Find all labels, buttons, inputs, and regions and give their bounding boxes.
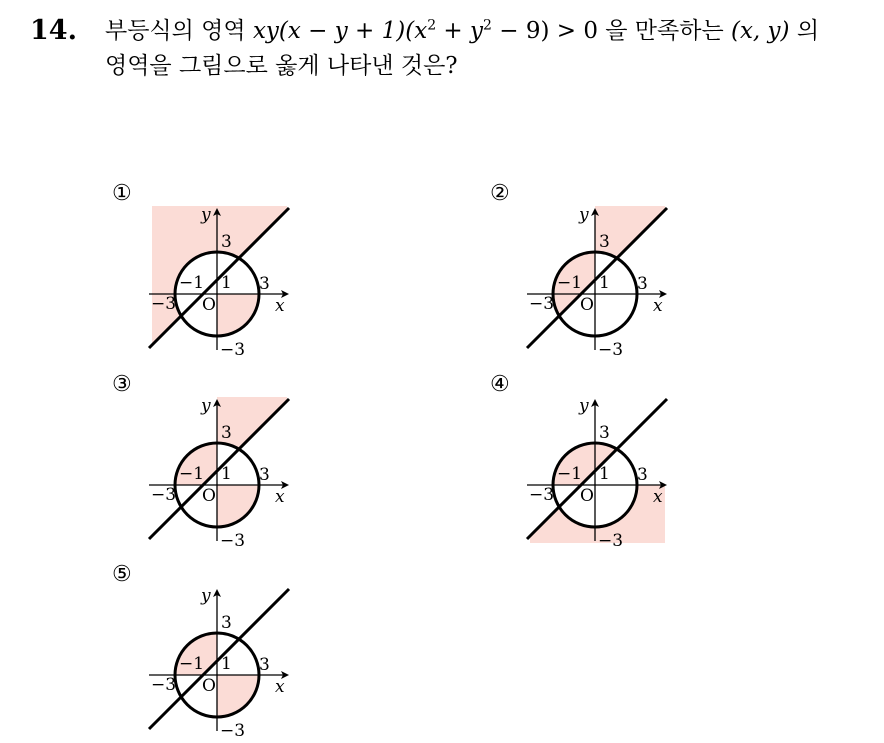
x-axis-label: x	[653, 487, 663, 507]
question-line1-end: 의	[796, 18, 820, 44]
x-tick-3: 3	[637, 465, 648, 485]
question-prefix: 부등식의 영역	[105, 18, 246, 44]
x-tick-neg-3: −3	[151, 675, 177, 695]
inequality-exponent-1: 2	[427, 17, 437, 34]
choice-4[interactable]	[490, 373, 670, 553]
y-tick-3: 3	[599, 423, 610, 443]
choice-3[interactable]	[112, 373, 292, 553]
x-tick-3: 3	[259, 274, 270, 294]
origin-label: O	[202, 295, 216, 315]
y-axis-label: y	[579, 205, 589, 225]
y-tick-3: 3	[221, 613, 232, 633]
x-tick-neg-3: −3	[529, 485, 555, 505]
tick-neg-1: −1	[557, 273, 583, 293]
x-tick-neg-3: −3	[151, 485, 177, 505]
choice-5[interactable]	[112, 563, 292, 743]
inequality-part-c: − 9) > 0	[491, 18, 598, 44]
y-tick-3: 3	[221, 423, 232, 443]
y-tick-3: 3	[221, 232, 232, 252]
origin-label: O	[580, 486, 594, 506]
origin-label: O	[580, 295, 594, 315]
y-axis-label: y	[579, 396, 589, 416]
y-axis-label: y	[201, 205, 211, 225]
tick-1: 1	[221, 273, 232, 293]
x-axis-label: x	[275, 296, 285, 316]
origin-label: O	[202, 676, 216, 696]
region-graph	[112, 182, 292, 362]
tick-1: 1	[221, 654, 232, 674]
y-tick-neg-3: −3	[598, 531, 624, 551]
question-text-line2: 영역을 그림으로 옳게 나타낸 것은?	[105, 53, 458, 79]
y-tick-neg-3: −3	[220, 340, 246, 360]
region-graph	[112, 373, 292, 553]
choice-label: ①	[112, 181, 132, 206]
origin-label: O	[202, 486, 216, 506]
inequality-exponent-2: 2	[483, 17, 492, 34]
inequality-part-a: xy(x − y + 1)(x	[252, 18, 428, 44]
y-tick-neg-3: −3	[220, 721, 246, 741]
y-axis-label: y	[201, 586, 211, 606]
tick-neg-1: −1	[557, 464, 583, 484]
y-tick-3: 3	[599, 232, 610, 252]
x-tick-neg-3: −3	[151, 294, 177, 314]
choice-label: ②	[490, 181, 510, 206]
x-axis-label: x	[275, 487, 285, 507]
choice-2[interactable]	[490, 182, 670, 362]
y-tick-neg-3: −3	[598, 340, 624, 360]
tick-neg-1: −1	[179, 464, 205, 484]
region-graph	[490, 182, 670, 362]
tick-1: 1	[599, 464, 610, 484]
tick-1: 1	[599, 273, 610, 293]
choice-label: ④	[490, 372, 510, 397]
choice-label: ③	[112, 372, 132, 397]
tick-neg-1: −1	[179, 273, 205, 293]
inequality-part-b: + y	[436, 18, 483, 44]
question-middle: 을 만족하는	[605, 18, 724, 44]
choice-label: ⑤	[112, 562, 132, 587]
x-tick-neg-3: −3	[529, 294, 555, 314]
question-number: 14.	[30, 15, 77, 46]
x-tick-3: 3	[259, 655, 270, 675]
y-axis-label: y	[201, 396, 211, 416]
x-tick-3: 3	[259, 465, 270, 485]
ordered-pair: (x, y)	[730, 18, 790, 44]
inequality-expression	[253, 18, 598, 44]
tick-1: 1	[221, 464, 232, 484]
x-tick-3: 3	[637, 274, 648, 294]
choice-1[interactable]	[112, 182, 292, 362]
x-axis-label: x	[653, 296, 663, 316]
tick-neg-1: −1	[179, 654, 205, 674]
region-graph	[490, 373, 670, 553]
y-tick-neg-3: −3	[220, 531, 246, 551]
region-graph	[112, 563, 292, 743]
x-axis-label: x	[275, 677, 285, 697]
question-text-line1	[105, 16, 819, 46]
